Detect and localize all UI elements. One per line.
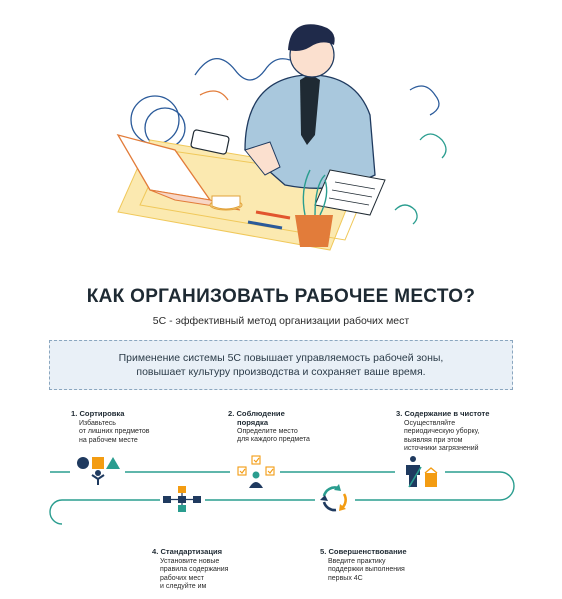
step-2-title: 2. Соблюдение порядка <box>228 409 285 427</box>
step-4-desc: Установите новые правила содержания рабочих мест и следуйте им <box>160 558 229 590</box>
man-working <box>245 24 375 188</box>
step-1-desc: Избавьтесь от лишних предметов на рабочем месте <box>79 420 150 444</box>
step-5-title: 5. Совершенствование <box>320 547 407 556</box>
step-5-desc: Введите практику поддержки выполнения первых 4С <box>328 558 405 582</box>
order-person-icon <box>236 455 278 489</box>
page-subtitle: 5С - эффективный метод организации рабочих мест <box>152 315 410 327</box>
step-2-desc: Определите место для каждого предмета <box>237 428 310 444</box>
info-note-line-2: повышает культуру производства и сохраняет ваше время. <box>136 366 426 378</box>
step-4-title: 4. Стандартизация <box>152 547 223 556</box>
cleaning-person-icon <box>401 455 439 489</box>
info-note-line-1: Применение системы 5С повышает управляемость рабочей зоны, <box>118 352 444 364</box>
step-3-desc: Осуществляйте периодическую уборку, выявляя при этом источники загрязнений <box>404 420 480 452</box>
info-note <box>49 340 513 390</box>
coffee-cup <box>210 196 242 210</box>
step-3-title: 3. Содержание в чистоте <box>396 409 490 418</box>
flowchart-icon <box>162 485 202 513</box>
step-1-title: 1. Сортировка <box>71 409 125 418</box>
cycle-arrows-icon <box>318 482 352 516</box>
sort-shapes-icon <box>76 455 122 487</box>
hero-illustration <box>0 0 562 280</box>
page-title: КАК ОРГАНИЗОВАТЬ РАБОЧЕЕ МЕСТО? <box>86 286 476 307</box>
